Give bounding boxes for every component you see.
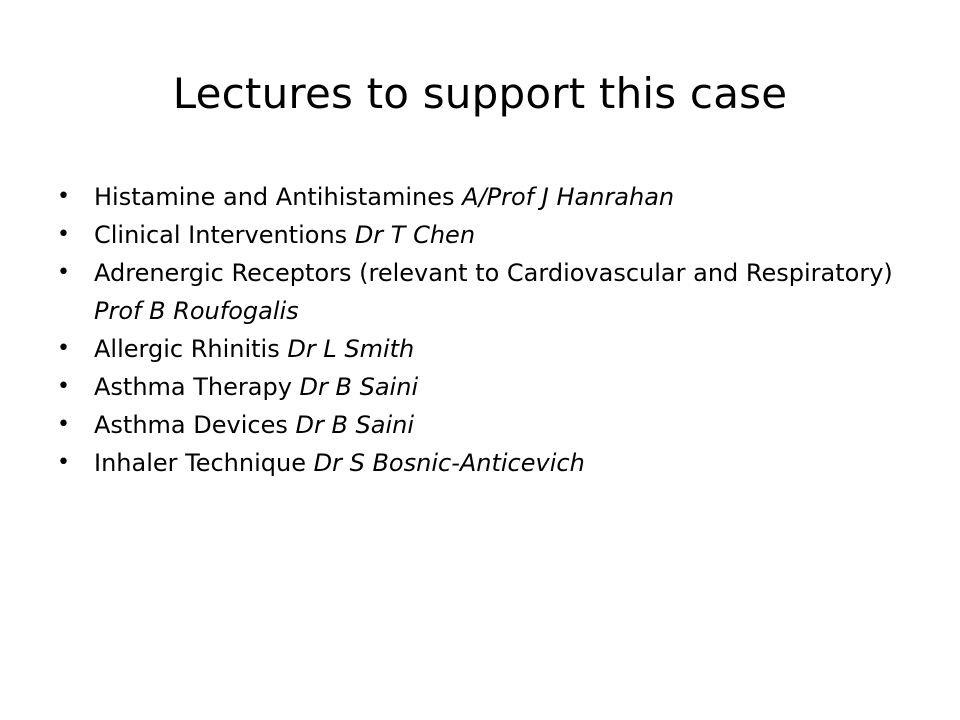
list-item (57, 254, 917, 330)
lecturer-name: A/Prof J Hanrahan (462, 183, 675, 211)
bullet-icon: • (57, 336, 70, 361)
lecturer-name: Dr S Bosnic-Anticevich (313, 449, 585, 477)
bullet-icon: • (57, 374, 70, 399)
bullet-icon: • (57, 260, 70, 285)
list-item (57, 330, 917, 368)
lecture-topic: Inhaler Technique (94, 449, 306, 477)
lecture-topic: Clinical Interventions (94, 221, 348, 249)
lecturer-name: Prof B Roufogalis (94, 297, 299, 325)
bullet-icon: • (57, 222, 70, 247)
lecture-topic: Allergic Rhinitis (94, 335, 280, 363)
bullet-icon: • (57, 412, 70, 437)
lecturer-name: Dr T Chen (354, 221, 476, 249)
bullet-icon: • (57, 184, 70, 209)
list-item (57, 406, 917, 444)
lecture-topic: Adrenergic Receptors (relevant to Cardiovascular and Respiratory) (94, 259, 893, 287)
lecture-topic: Histamine and Antihistamines (94, 183, 455, 211)
list-item (57, 444, 917, 482)
list-item (57, 178, 917, 216)
lecturer-name: Dr B Saini (299, 373, 419, 401)
list-item (57, 216, 917, 254)
slide-title: Lectures to support this case (172, 69, 788, 118)
list-item (57, 368, 917, 406)
bullet-icon: • (57, 450, 70, 475)
lecture-topic: Asthma Devices (94, 411, 288, 439)
lecturer-name: Dr B Saini (295, 411, 415, 439)
lecture-list (57, 178, 917, 482)
lecture-topic: Asthma Therapy (94, 373, 292, 401)
lecturer-name: Dr L Smith (287, 335, 415, 363)
